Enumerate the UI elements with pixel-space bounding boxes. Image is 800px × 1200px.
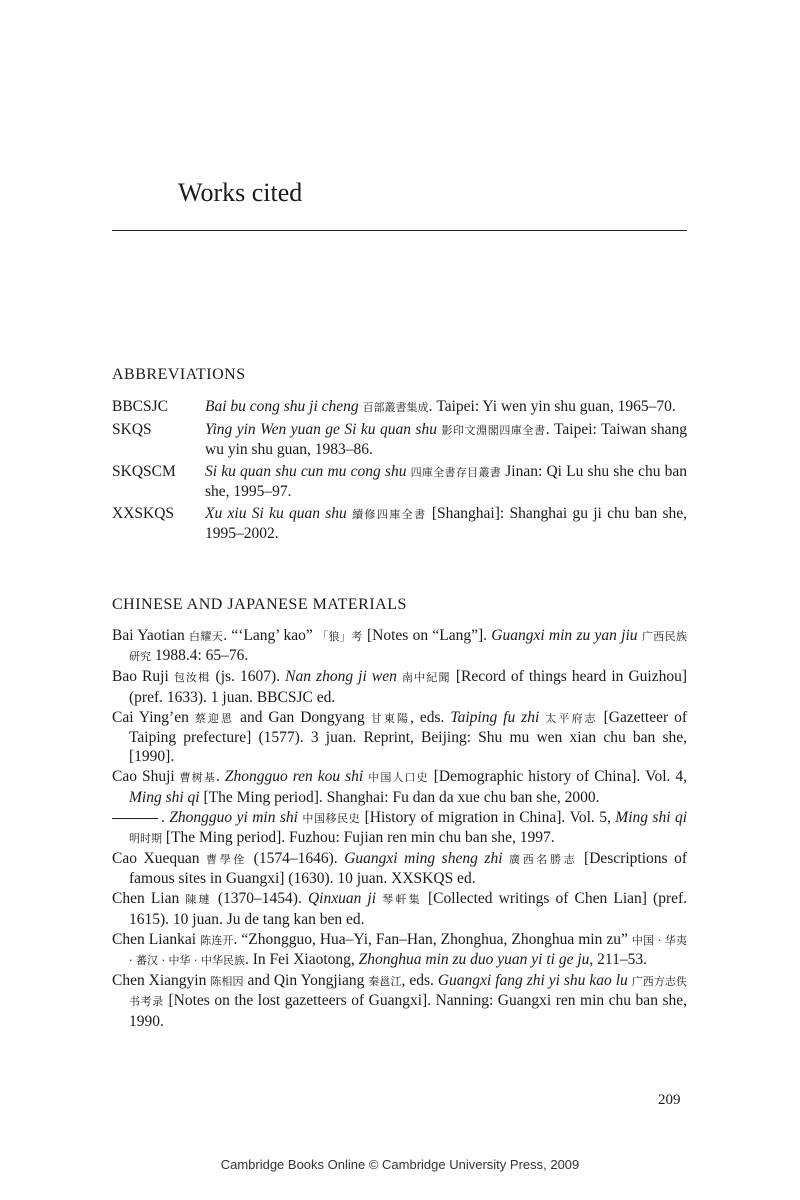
abbreviation-key: XXSKQS: [112, 505, 175, 522]
abbreviation-value: Bai bu cong shu ji cheng 百部叢書集成. Taipei: Yi wen yin shu guan, 1965–70.: [205, 398, 676, 415]
abbreviation-row: [112, 462, 687, 501]
title-rule: [112, 230, 687, 231]
materials-heading: CHINESE AND JAPANESE MATERIALS: [112, 596, 407, 613]
footer-credit: Cambridge Books Online © Cambridge University Press, 2009: [220, 1157, 580, 1172]
abbreviation-value: Si ku quan shu cun mu cong shu 四庫全書存目叢書 Jinan: Qi Lu shu she chu ban she, 1995–97.: [205, 463, 688, 500]
page-number: 209: [658, 1092, 681, 1108]
ditto-rule: [112, 818, 158, 819]
abbreviation-value: Ying yin Wen yuan ge Si ku quan shu 影印文淵閣四庫全書. Taipei: Taiwan shang wu yin shu guan, 1983–86.: [205, 421, 688, 458]
abbreviation-row: [112, 420, 687, 459]
abbreviation-row: [112, 397, 687, 417]
abbreviation-key: SKQS: [112, 421, 152, 438]
bibliography-entry: Chen Liankai 陈连开. “Zhongguo, Hua–Yi, Fan–Han, Zhonghua, Zhonghua min zu” 中国 · 华夷 · 蕃汉 · 中华 · 中华民族. In Fei Xiaotong, Zhonghua min zu duo yuan yi ti ge ju, 211–53.: [112, 930, 687, 968]
bibliography-entry: Chen Xiangyin 陈相因 and Qin Yongjiang 秦邕江, eds. Guangxi fang zhi yi shu kao lu 广西方志佚书考录 [Notes on the lost gazetteers of Guangxi]. Nanning: Guangxi ren min chu ban she, 1990.: [112, 971, 688, 1030]
bibliography-entry: . Zhongguo yi min shi 中国移民史 [History of migration in China]. Vol. 5, Ming shi qi 明时期 [The Ming period]. Fuzhou: Fujian ren min chu ban she, 1997.: [112, 808, 687, 849]
abbreviation-row: [112, 504, 687, 543]
bibliography-entry: Cai Ying’en 蔡迎恩 and Gan Dongyang 甘東陽, eds. Taiping fu zhi 太平府志 [Gazetteer of Taiping prefecture] (1577). 3 juan. Reprint, Beijing: Shu mu wen xian chu ban she, [1990].: [112, 708, 688, 766]
bibliography-entry: Bai Yaotian 白耀天. “‘Lang’ kao” 「狼」考 [Notes on “Lang”]. Guangxi min zu yan jiu 广西民族研究 1988.4: 65–76.: [112, 627, 688, 665]
abbreviation-key: SKQSCM: [112, 463, 176, 480]
bibliography-entry: Chen Lian 陳璉 (1370–1454). Qinxuan ji 琴軒集 [Collected writings of Chen Lian] (pref. 1615). 10 juan. Ju de tang kan ben ed.: [112, 890, 688, 928]
bibliography-entry: Bao Ruji 包汝楫 (js. 1607). Nan zhong ji wen 南中紀聞 [Record of things heard in Guizhou] (pref. 1633). 1 juan. BBCSJC ed.: [112, 668, 688, 706]
bibliography-list: [112, 626, 687, 1032]
abbreviations-list: [112, 397, 687, 546]
bibliography-entry: Cao Xuequan 曹學佺 (1574–1646). Guangxi ming sheng zhi 廣西名勝志 [Descriptions of famous sites in Guangxi] (1630). 10 juan. XXSKQS ed.: [112, 849, 688, 888]
abbreviations-heading: ABBREVIATIONS: [112, 366, 246, 383]
abbreviation-value: Xu xiu Si ku quan shu 續修四庫全書 [Shanghai]: Shanghai gu ji chu ban she, 1995–2002.: [205, 505, 688, 542]
page-title: Works cited: [178, 178, 303, 207]
abbreviation-key: BBCSJC: [112, 398, 169, 415]
bibliography-entry: Cao Shuji 曹树基. Zhongguo ren kou shi 中国人口史 [Demographic history of China]. Vol. 4, Ming shi qi [The Ming period]. Shanghai: Fu dan da xue chu ban she, 2000.: [112, 768, 687, 806]
